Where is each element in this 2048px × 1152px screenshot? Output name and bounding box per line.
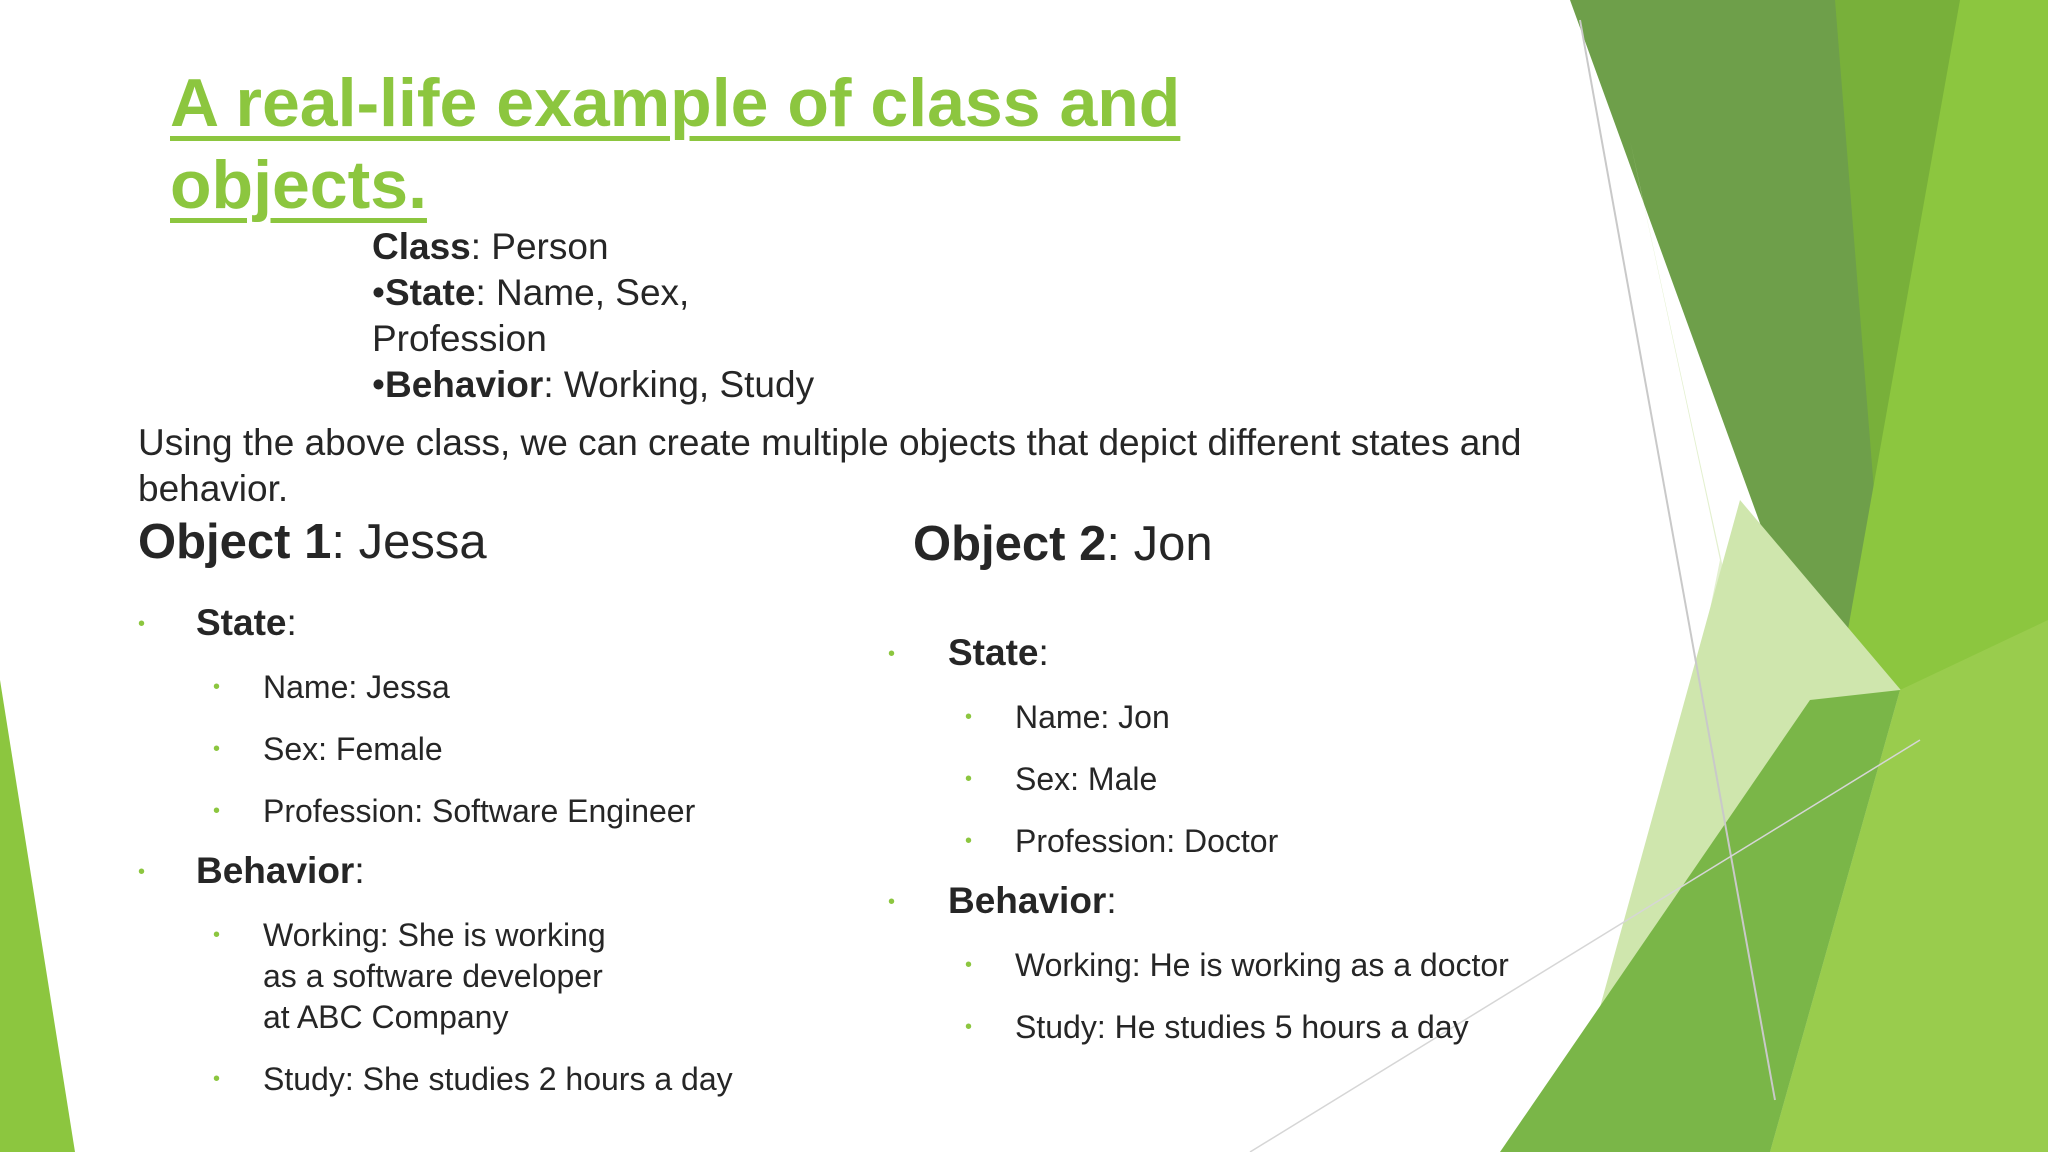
intro-paragraph: Using the above class, we can create multiple objects that depict different states and behavior.	[138, 422, 1522, 509]
object-1-column	[138, 512, 818, 1100]
state-colon: :	[286, 602, 297, 643]
class-definition-box	[372, 224, 932, 408]
list-item-text: Working: She is working as a software developer at ABC Company	[263, 917, 606, 1035]
list-item-text: Sex: Female	[263, 731, 443, 767]
object-1-behavior-label: Behavior	[196, 850, 355, 891]
list-item	[138, 791, 818, 832]
state-colon: :	[1038, 632, 1049, 673]
object-2-state-sublist	[948, 697, 1648, 862]
bullet-icon: •	[965, 830, 973, 852]
object-1-heading	[138, 512, 818, 572]
object-2-list	[888, 630, 1648, 1048]
bullet-icon: •	[888, 891, 896, 913]
object-1-state-sublist	[196, 667, 818, 832]
bullet-icon: •	[965, 1016, 973, 1038]
list-item	[138, 667, 818, 708]
state-label: State	[384, 272, 476, 313]
list-item-text: Name: Jessa	[263, 669, 450, 705]
object-2-behavior-sublist	[948, 945, 1648, 1048]
list-item	[888, 821, 1648, 862]
object-1-behavior-item	[138, 848, 818, 1100]
class-line	[372, 224, 932, 270]
behavior-prefix: •	[372, 364, 385, 405]
bullet-icon: •	[965, 768, 973, 790]
object-1-state-item	[138, 600, 818, 832]
object-2-heading	[913, 514, 1648, 574]
object-1-label: Object 1	[138, 515, 332, 569]
bullet-icon: •	[138, 613, 146, 635]
bullet-icon: •	[213, 738, 221, 760]
slide-title: A real-life example of class and objects.	[170, 65, 1181, 223]
object-2-label: Object 2	[913, 517, 1107, 571]
list-item	[138, 729, 818, 770]
behavior-line	[372, 362, 932, 408]
bullet-icon: •	[138, 861, 146, 883]
object-2-behavior-item	[888, 878, 1648, 1048]
object-2-behavior-label: Behavior	[948, 880, 1107, 921]
behavior-colon: :	[354, 850, 365, 891]
object-2-state-label: State	[948, 632, 1039, 673]
list-item-text: Study: She studies 2 hours a day	[263, 1061, 733, 1097]
behavior-colon: :	[1106, 880, 1117, 921]
list-item	[888, 697, 1648, 738]
bullet-icon: •	[213, 924, 221, 946]
list-item	[888, 945, 1648, 986]
state-value: : Name, Sex, Profession	[372, 272, 690, 359]
object-2-column	[888, 514, 1648, 1048]
state-line	[372, 270, 752, 362]
list-item-text: Working: He is working as a doctor	[1015, 947, 1509, 983]
bullet-icon: •	[888, 643, 896, 665]
list-item-text: Study: He studies 5 hours a day	[1015, 1009, 1469, 1045]
bullet-icon: •	[213, 1068, 221, 1090]
list-item-text: Name: Jon	[1015, 699, 1170, 735]
list-item-text: Profession: Doctor	[1015, 823, 1279, 859]
bullet-icon: •	[965, 954, 973, 976]
object-1-list	[138, 600, 818, 1100]
list-item	[888, 759, 1648, 800]
state-prefix: •	[372, 272, 385, 313]
object-1-name: : Jessa	[331, 515, 487, 569]
object-1-behavior-sublist	[196, 915, 818, 1100]
list-item	[888, 1007, 1648, 1048]
list-item	[138, 915, 633, 1038]
list-item	[138, 1059, 818, 1100]
left-green-shape	[0, 680, 75, 1152]
object-2-state-item	[888, 630, 1648, 862]
behavior-label: Behavior	[384, 364, 544, 405]
class-label: Class	[372, 226, 471, 267]
bullet-icon: •	[965, 706, 973, 728]
bullet-icon: •	[213, 676, 221, 698]
behavior-value: : Working, Study	[543, 364, 815, 405]
class-value: : Person	[470, 226, 609, 267]
list-item-text: Sex: Male	[1015, 761, 1158, 797]
list-item-text: Profession: Software Engineer	[263, 793, 696, 829]
object-1-state-label: State	[196, 602, 287, 643]
bullet-icon: •	[213, 800, 221, 822]
object-2-name: : Jon	[1106, 517, 1213, 571]
